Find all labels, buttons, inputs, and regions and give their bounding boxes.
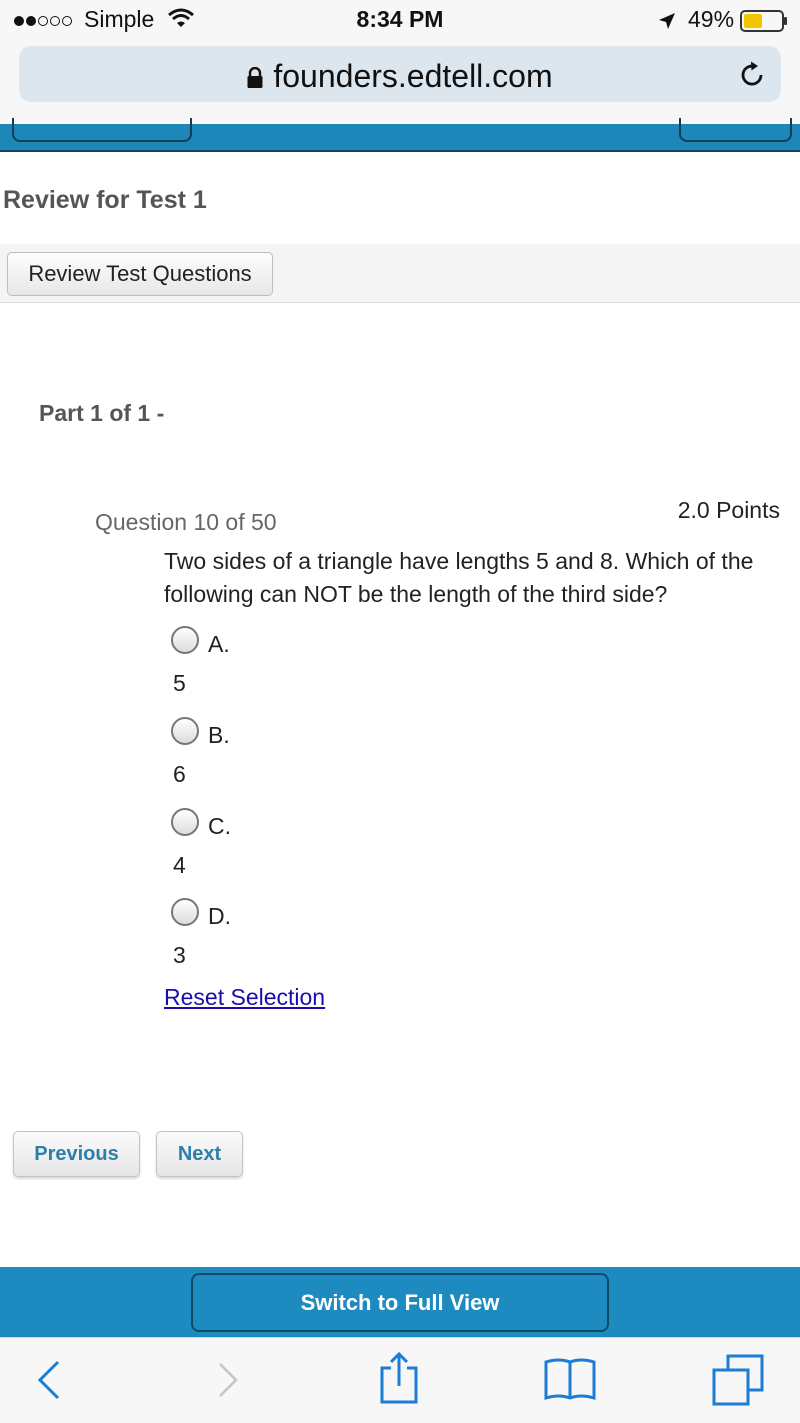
site-header <box>0 124 800 152</box>
mobile-footer <box>0 1267 800 1337</box>
option-d-value: 3 <box>173 942 186 968</box>
battery-percent: 49% <box>688 6 735 32</box>
option-d-letter: D. <box>208 903 231 929</box>
url-display[interactable] <box>19 58 781 97</box>
question-points: 2.0 Points <box>677 497 780 523</box>
header-action-button[interactable] <box>679 118 792 142</box>
option-c-value: 4 <box>173 852 186 878</box>
tab-bar <box>0 244 800 303</box>
option-b-radio[interactable] <box>171 717 199 745</box>
option-c-radio[interactable] <box>171 808 199 836</box>
bookmarks-icon[interactable] <box>540 1352 600 1408</box>
back-icon[interactable] <box>20 1352 80 1408</box>
reload-icon[interactable] <box>737 60 767 95</box>
header-menu-button[interactable] <box>12 118 192 142</box>
page-title: Review for Test 1 <box>3 186 207 214</box>
next-button[interactable]: Next <box>156 1131 243 1177</box>
switch-to-full-view-button[interactable]: Switch to Full View <box>191 1273 609 1332</box>
status-bar <box>0 0 800 40</box>
battery-icon <box>740 10 788 38</box>
forward-icon[interactable] <box>198 1352 258 1408</box>
reset-selection-link[interactable]: Reset Selection <box>164 984 326 1010</box>
option-a-letter: A. <box>208 631 230 657</box>
question-number: Question 10 of 50 <box>95 509 277 535</box>
url-text: founders.edtell.com <box>273 58 553 94</box>
question-text: Two sides of a triangle have lengths 5 and 8. Which of the following can NOT be the length of the third side? <box>164 548 754 607</box>
option-b-value: 6 <box>173 761 186 787</box>
option-b-letter: B. <box>208 722 230 748</box>
review-test-questions-button[interactable]: Review Test Questions <box>7 252 273 296</box>
option-a-radio[interactable] <box>171 626 199 654</box>
location-arrow-icon <box>658 9 676 36</box>
status-time: 8:34 PM <box>356 6 444 32</box>
option-c-letter: C. <box>208 813 231 839</box>
lock-icon <box>247 60 263 97</box>
tabs-icon[interactable] <box>710 1352 770 1408</box>
part-label: Part 1 of 1 - <box>39 400 165 426</box>
option-a-value: 5 <box>173 670 186 696</box>
previous-button[interactable]: Previous <box>13 1131 140 1177</box>
browser-toolbar <box>0 1337 800 1423</box>
share-icon[interactable] <box>369 1352 429 1408</box>
option-d-radio[interactable] <box>171 898 199 926</box>
address-bar[interactable] <box>19 46 781 102</box>
browser-chrome <box>0 40 800 124</box>
carrier-name: Simple <box>84 6 155 32</box>
